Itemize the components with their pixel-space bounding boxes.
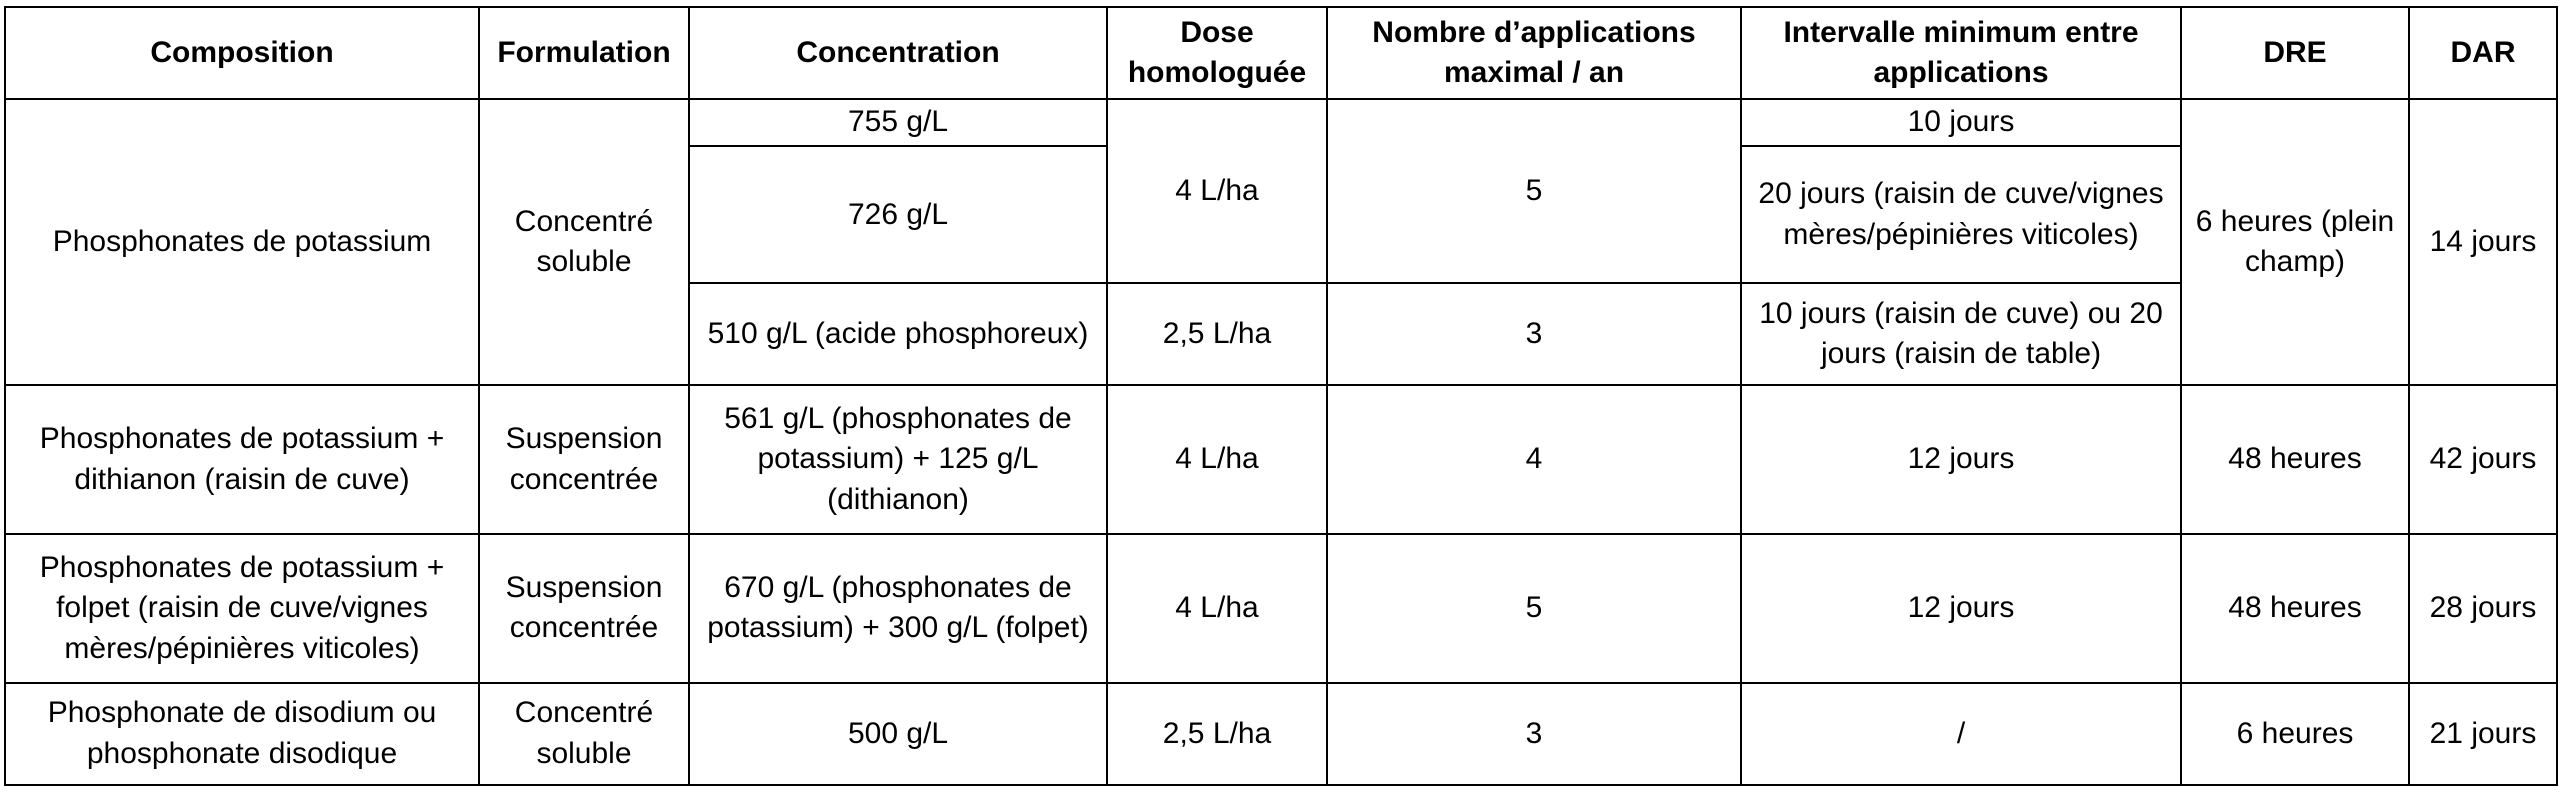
table-row xyxy=(5,683,2557,785)
cell-intervalle: 10 jours xyxy=(1741,99,2181,146)
cell-concentration: 726 g/L xyxy=(689,146,1107,283)
cell-concentration: 561 g/L (phosphonates de potassium) + 125 g/L (dithianon) xyxy=(689,385,1107,534)
cell-dre: 6 heures xyxy=(2181,683,2409,785)
cell-composition: Phosphonate de disodium ou phosphonate disodique xyxy=(5,683,479,785)
cell-concentration: 500 g/L xyxy=(689,683,1107,785)
cell-dre: 48 heures xyxy=(2181,385,2409,534)
product-table xyxy=(4,6,2558,786)
cell-intervalle: 12 jours xyxy=(1741,534,2181,683)
cell-dar: 14 jours xyxy=(2409,99,2557,385)
cell-dre: 48 heures xyxy=(2181,534,2409,683)
cell-composition: Phosphonates de potassium + dithianon (raisin de cuve) xyxy=(5,385,479,534)
cell-intervalle: 10 jours (raisin de cuve) ou 20 jours (raisin de table) xyxy=(1741,283,2181,385)
table-row xyxy=(5,534,2557,683)
header-intervalle: Intervalle minimum entre applications xyxy=(1741,7,2181,99)
cell-applications: 5 xyxy=(1327,534,1741,683)
cell-intervalle: 20 jours (raisin de cuve/vignes mères/pépinières viticoles) xyxy=(1741,146,2181,283)
cell-dar: 21 jours xyxy=(2409,683,2557,785)
cell-concentration: 755 g/L xyxy=(689,99,1107,146)
cell-applications: 3 xyxy=(1327,683,1741,785)
cell-applications: 3 xyxy=(1327,283,1741,385)
cell-dar: 42 jours xyxy=(2409,385,2557,534)
cell-applications: 4 xyxy=(1327,385,1741,534)
cell-formulation: Suspension concentrée xyxy=(479,385,689,534)
table-row xyxy=(5,99,2557,146)
cell-formulation: Concentré soluble xyxy=(479,99,689,385)
cell-dre: 6 heures (plein champ) xyxy=(2181,99,2409,385)
cell-composition: Phosphonates de potassium xyxy=(5,99,479,385)
cell-applications: 5 xyxy=(1327,99,1741,283)
cell-intervalle: 12 jours xyxy=(1741,385,2181,534)
table-row xyxy=(5,385,2557,534)
header-applications: Nombre d’applications maximal / an xyxy=(1327,7,1741,99)
cell-composition: Phosphonates de potassium + folpet (raisin de cuve/vignes mères/pépinières viticoles) xyxy=(5,534,479,683)
header-dre: DRE xyxy=(2181,7,2409,99)
header-row xyxy=(5,7,2557,99)
header-composition: Composition xyxy=(5,7,479,99)
cell-formulation: Suspension concentrée xyxy=(479,534,689,683)
cell-formulation: Concentré soluble xyxy=(479,683,689,785)
cell-dose: 4 L/ha xyxy=(1107,99,1327,283)
cell-intervalle: / xyxy=(1741,683,2181,785)
cell-dose: 2,5 L/ha xyxy=(1107,283,1327,385)
cell-dose: 2,5 L/ha xyxy=(1107,683,1327,785)
header-dar: DAR xyxy=(2409,7,2557,99)
header-dose: Dose homologuée xyxy=(1107,7,1327,99)
cell-dar: 28 jours xyxy=(2409,534,2557,683)
cell-dose: 4 L/ha xyxy=(1107,385,1327,534)
cell-concentration: 510 g/L (acide phosphoreux) xyxy=(689,283,1107,385)
cell-dose: 4 L/ha xyxy=(1107,534,1327,683)
header-concentration: Concentration xyxy=(689,7,1107,99)
cell-concentration: 670 g/L (phosphonates de potassium) + 300 g/L (folpet) xyxy=(689,534,1107,683)
header-formulation: Formulation xyxy=(479,7,689,99)
